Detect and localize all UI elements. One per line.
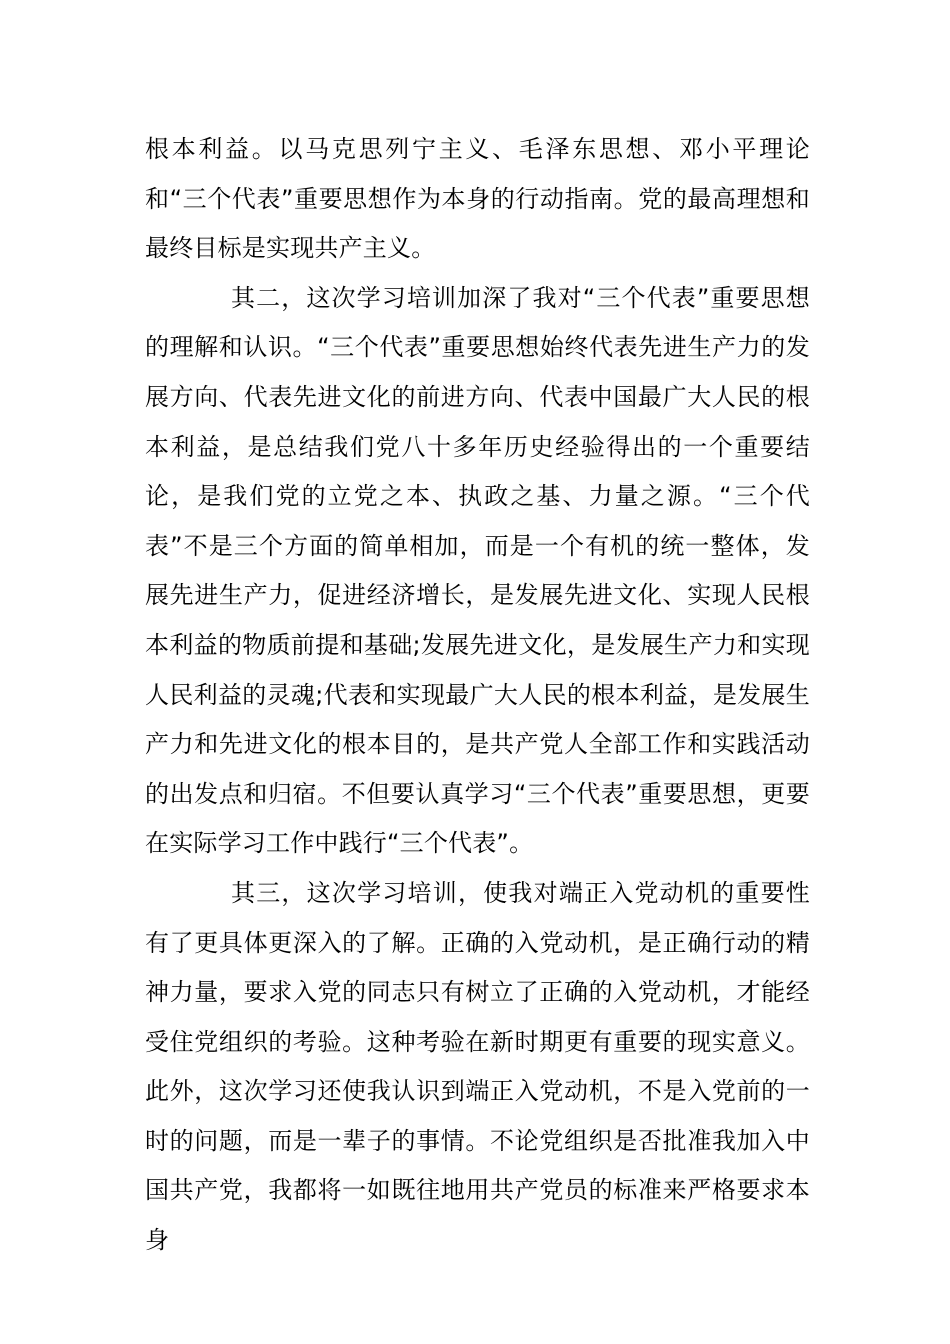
paragraph-third-point: 其三，这次学习培训，使我对端正入党动机的重要性有了更具体更深入的了解。正确的入党动机，是正确行动的精神力量，要求入党的同志只有树立了正确的入党动机，才能经受住党组织的考验。这种考验在新时期更有重要的现实意义。此外，这次学习还使我认识到端正入党动机，不是入党前的一时的问题，而是一辈子的事情。不论党组织是否批准我加入中国共产党，我都将一如既往地用共产党员的标准来严格要求本身	[145, 878, 810, 1255]
paragraph-continuation: 根本利益。以马克思列宁主义、毛泽东思想、邓小平理论和“三个代表”重要思想作为本身的行动指南。党的最高理想和最终目标是实现共产主义。	[145, 135, 810, 263]
body-text	[145, 125, 810, 1266]
paragraph-second-point: 其二，这次学习培训加深了我对“三个代表”重要思想的理解和认识。“三个代表”重要思想始终代表先进生产力的发展方向、代表先进文化的前进方向、代表中国最广大人民的根本利益，是总结我们党八十多年历史经验得出的一个重要结论，是我们党的立党之本、执政之基、力量之源。“三个代表”不是三个方面的简单相加，而是一个有机的统一整体，发展先进生产力，促进经济增长，是发展先进文化、实现人民根本利益的物质前提和基础;发展先进文化，是发展生产力和实现人民利益的灵魂;代表和实现最广大人民的根本利益，是发展生产力和先进文化的根本目的，是共产党人全部工作和实践活动的出发点和归宿。不但要认真学习“三个代表”重要思想，更要在实际学习工作中践行“三个代表”。	[145, 283, 810, 858]
